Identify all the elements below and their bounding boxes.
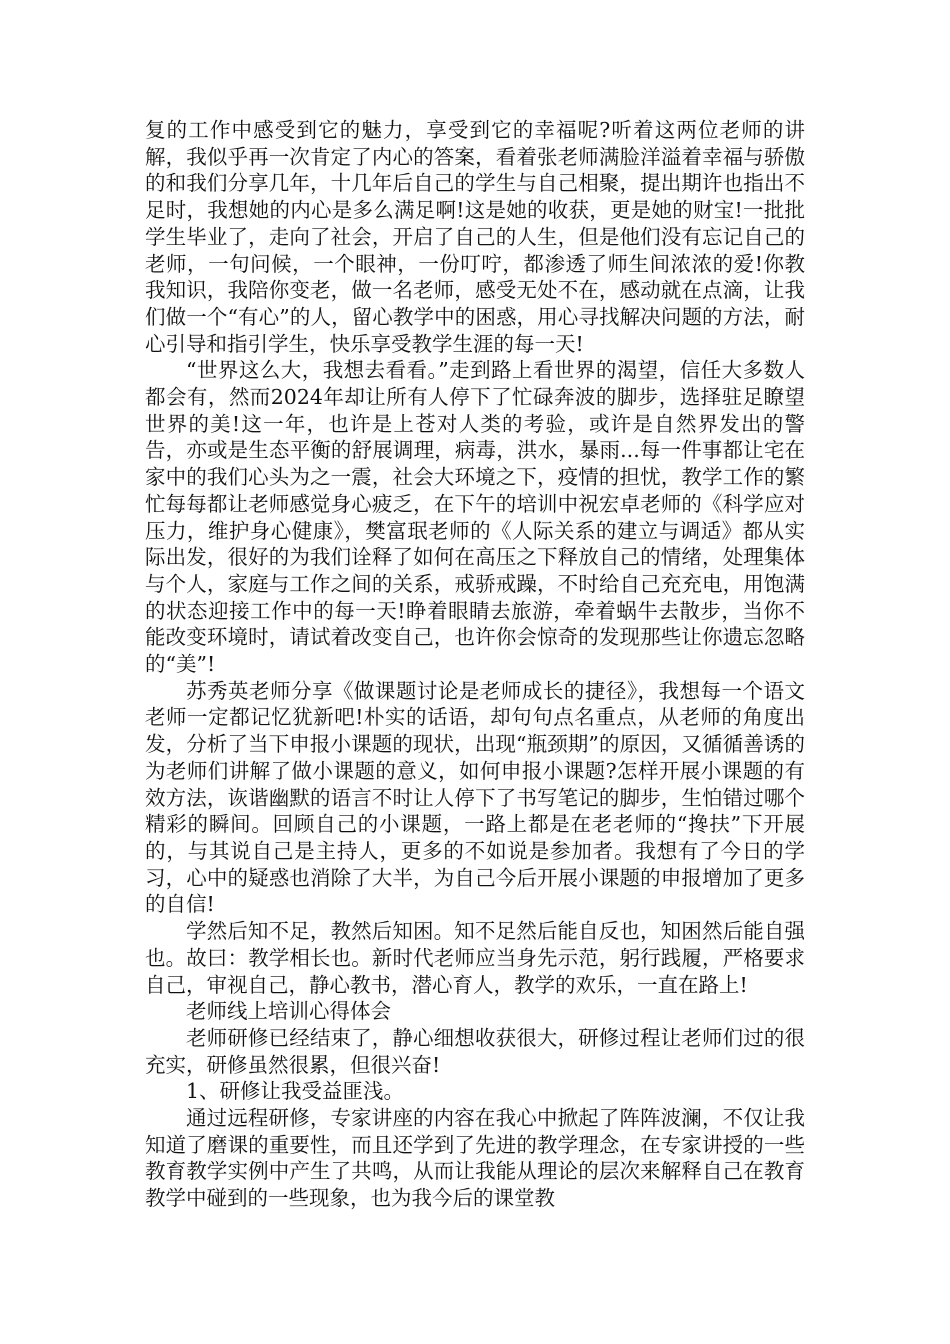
paragraph-3: 苏秀英老师分享《做课题讨论是老师成长的捷径》，我想每一个语文老师一定都记忆犹新吧!朴实的话语，却句句点名重点，从老师的角度出发，分析了当下申报小课题的现状，出现“瓶颈期”的原因，又循循善诱的为老师们讲解了做小课题的意义，如何申报小课题?怎样开展小课题的有效方法，诙谐幽默的语言不时让人停下了书写笔记的脚步，生怕错过哪个精彩的瞬间。回顾自己的小课题，一路上都是在老老师的“搀扶”下开展的，与其说自己是主持人，更多的不如说是参加者。我想有了今日的学习，心中的疑惑也消除了大半，为自己今后开展小课题的申报增加了更多的自信! [145, 678, 805, 917]
section-title: 老师线上培训心得体会 [186, 999, 391, 1024]
list-heading-1: 1、研修让我受益匪浅。 [186, 1079, 405, 1104]
paragraph-5: 老师研修已经结束了，静心细想收获很大，研修过程让老师们过的很充实，研修虽然很累，但很兴奋! [145, 1025, 805, 1077]
paragraph-1: 复的工作中感受到它的魅力，享受到它的幸福呢?听着这两位老师的讲解，我似乎再一次肯定了内心的答案，看着张老师满脸洋溢着幸福与骄傲的和我们分享几年，十几年后自己的学生与自己相聚，提出期许也指出不足时，我想她的内心是多么满足啊!这是她的收获，更是她的财宝!一批批学生毕业了，走向了社会，开启了自己的人生，但是他们没有忘记自己的老师，一句问候，一个眼神，一份叮咛，都渗透了师生间浓浓的爱!你教我知识，我陪你变老，做一名老师，感受无处不在，感动就在点滴，让我们做一个“有心”的人，留心教学中的困惑，用心寻找解决问题的方法，耐心引导和指引学生，快乐享受教学生涯的每一天! [145, 118, 805, 356]
paragraph-6: 通过远程研修，专家讲座的内容在我心中掀起了阵阵波澜，不仅让我知道了磨课的重要性，而且还学到了先进的教学理念，在专家讲授的一些教育教学实例中产生了共鸣，从而让我能从理论的层次来解释自己在教育教学中碰到的一些现象，也为我今后的课堂教 [145, 1106, 805, 1211]
paragraph-2: “世界这么大，我想去看看。”走到路上看世界的渴望，信任大多数人都会有，然而2024年却让所有人停下了忙碌奔波的脚步，选择驻足瞭望世界的美!这一年，也许是上苍对人类的考验，或许是自然界发出的警告，亦或是生态平衡的舒展调理，病毒，洪水，暴雨...每一件事都让宅在家中的我们心头为之一震，社会大环境之下，疫情的担忧，教学工作的繁忙每每都让老师感觉身心疲乏，在下午的培训中祝宏卓老师的《科学应对压力，维护身心健康》，樊富珉老师的《人际关系的建立与调适》都从实际出发，很好的为我们诠释了如何在高压之下释放自己的情绪，处理集体与个人，家庭与工作之间的关系，戒骄戒躁，不时给自己充充电，用饱满的状态迎接工作中的每一天!睁着眼睛去旅游，牵着蜗牛去散步，当你不能改变环境时，请试着改变自己，也许你会惊奇的发现那些让你遗忘忽略的“美”! [145, 358, 805, 677]
document-page [145, 117, 805, 1212]
paragraph-4: 学然后知不足，教然后知困。知不足然后能自反也，知困然后能自强也。故曰：教学相长也。新时代老师应当身先示范，躬行践履，严格要求自己，审视自己，静心教书，潜心育人，教学的欢乐，一直在路上! [145, 919, 805, 997]
